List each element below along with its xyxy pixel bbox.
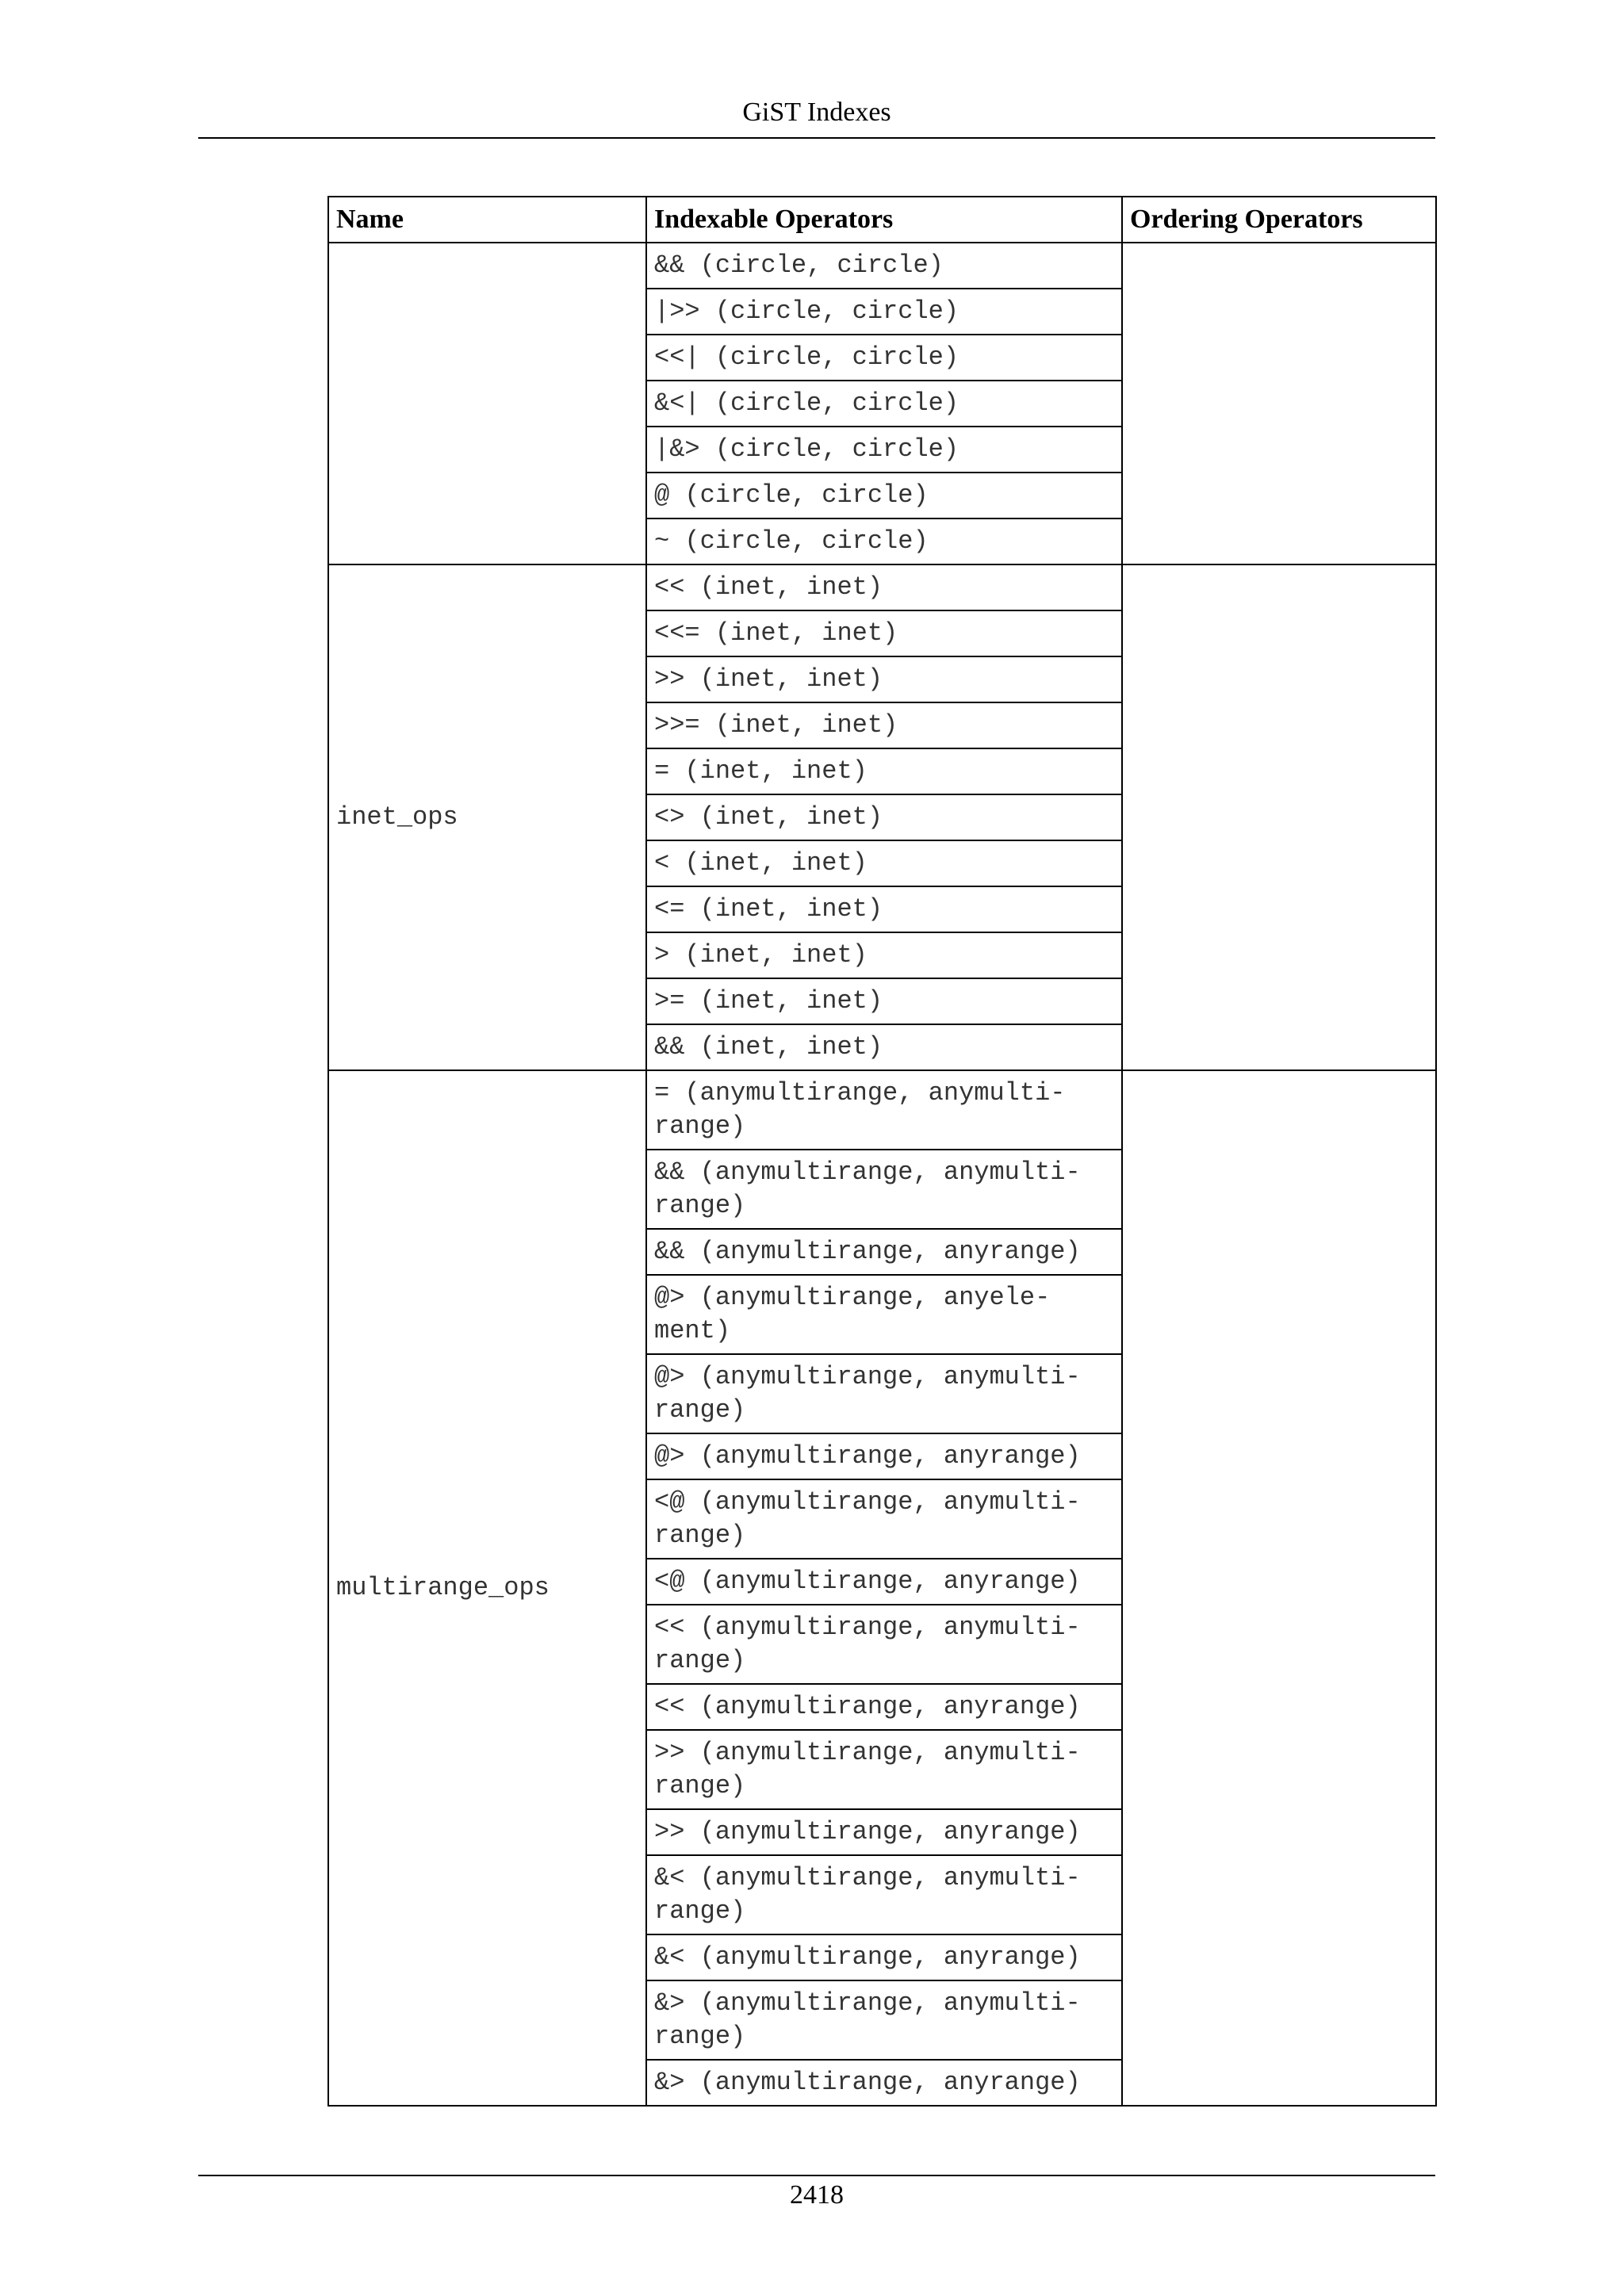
indexable-operator-cell: && (anymultirange, anymulti- range) xyxy=(646,1150,1122,1229)
indexable-operator-cell: && (inet, inet) xyxy=(646,1024,1122,1070)
indexable-operator-cell: && (anymultirange, anyrange) xyxy=(646,1229,1122,1275)
operator-table xyxy=(327,196,1437,2107)
indexable-operator-cell: >>= (inet, inet) xyxy=(646,702,1122,748)
indexable-operator-cell: <@ (anymultirange, anymulti- range) xyxy=(646,1479,1122,1559)
column-header-indexable-operators: Indexable Operators xyxy=(646,197,1122,243)
column-header-name: Name xyxy=(328,197,646,243)
indexable-operator-cell: = (inet, inet) xyxy=(646,748,1122,794)
indexable-operator-cell: < (inet, inet) xyxy=(646,840,1122,886)
indexable-operator-cell: >> (inet, inet) xyxy=(646,656,1122,702)
indexable-operator-cell: @ (circle, circle) xyxy=(646,473,1122,519)
indexable-operator-cell: >= (inet, inet) xyxy=(646,978,1122,1024)
opclass-name-cell: inet_ops xyxy=(328,564,646,1070)
indexable-operator-cell: &> (anymultirange, anymulti- range) xyxy=(646,1980,1122,2060)
indexable-operator-cell: @> (anymultirange, anymulti- range) xyxy=(646,1354,1122,1433)
table-row xyxy=(328,564,1436,610)
operator-table-container xyxy=(327,196,1435,2097)
indexable-operator-cell: >> (anymultirange, anyrange) xyxy=(646,1809,1122,1855)
indexable-operator-cell: ~ (circle, circle) xyxy=(646,519,1122,564)
header-rule xyxy=(198,137,1435,139)
table-body xyxy=(328,243,1436,2106)
indexable-operator-cell: << (anymultirange, anymulti- range) xyxy=(646,1605,1122,1684)
opclass-name-cell: multirange_ops xyxy=(328,1070,646,2106)
running-header: GiST Indexes xyxy=(742,98,891,127)
indexable-operator-cell: @> (anymultirange, anyrange) xyxy=(646,1433,1122,1479)
indexable-operator-cell: << (anymultirange, anyrange) xyxy=(646,1684,1122,1730)
table-header-row xyxy=(328,197,1436,243)
table-row xyxy=(328,1070,1436,1150)
indexable-operator-cell: &> (anymultirange, anyrange) xyxy=(646,2060,1122,2106)
page-number: 2418 xyxy=(790,2180,844,2210)
indexable-operator-cell: &<| (circle, circle) xyxy=(646,381,1122,427)
indexable-operator-cell: <= (inet, inet) xyxy=(646,886,1122,932)
indexable-operator-cell: <<= (inet, inet) xyxy=(646,610,1122,656)
indexable-operator-cell: << (inet, inet) xyxy=(646,564,1122,610)
indexable-operator-cell: <@ (anymultirange, anyrange) xyxy=(646,1559,1122,1605)
indexable-operator-cell: <> (inet, inet) xyxy=(646,794,1122,840)
table-row xyxy=(328,243,1436,289)
indexable-operator-cell: |&> (circle, circle) xyxy=(646,427,1122,473)
indexable-operator-cell: <<| (circle, circle) xyxy=(646,335,1122,381)
column-header-ordering-operators: Ordering Operators xyxy=(1122,197,1436,243)
indexable-operator-cell: > (inet, inet) xyxy=(646,932,1122,978)
ordering-operators-cell xyxy=(1122,564,1436,1070)
indexable-operator-cell: &< (anymultirange, anyrange) xyxy=(646,1934,1122,1980)
indexable-operator-cell: &< (anymultirange, anymulti- range) xyxy=(646,1855,1122,1934)
indexable-operator-cell: >> (anymultirange, anymulti- range) xyxy=(646,1730,1122,1809)
indexable-operator-cell: |>> (circle, circle) xyxy=(646,289,1122,335)
ordering-operators-cell xyxy=(1122,243,1436,564)
indexable-operator-cell: = (anymultirange, anymulti- range) xyxy=(646,1070,1122,1150)
ordering-operators-cell xyxy=(1122,1070,1436,2106)
opclass-name-cell xyxy=(328,243,646,564)
indexable-operator-cell: @> (anymultirange, anyele- ment) xyxy=(646,1275,1122,1354)
indexable-operator-cell: && (circle, circle) xyxy=(646,243,1122,289)
